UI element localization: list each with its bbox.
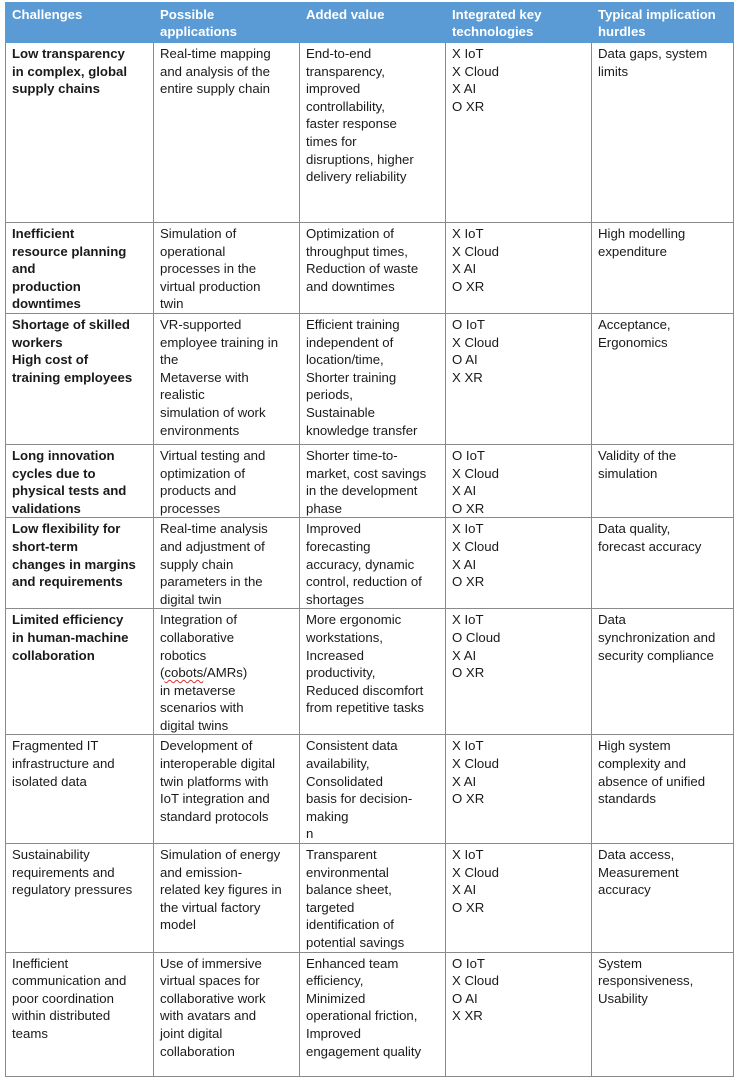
cell-line: joint digital (160, 1025, 223, 1041)
cell-line: shortages (306, 591, 364, 607)
added-value-cell (300, 223, 446, 314)
cell-line: Increased (306, 647, 364, 663)
cell-line: processes (160, 500, 221, 516)
cell-line: X AI (452, 556, 477, 572)
technologies-cell (446, 609, 592, 735)
hurdles-cell (592, 313, 734, 444)
cell-line: Improved (306, 1025, 361, 1041)
cell-line: with avatars and (160, 1008, 257, 1024)
table-row (6, 609, 734, 735)
application-cell (154, 313, 300, 444)
hurdles-cell (592, 952, 734, 1076)
cell-line: resource planning (12, 243, 127, 259)
cell-line: the virtual factory (160, 899, 261, 915)
cell-line: O IoT (452, 955, 485, 971)
cell-line: realistic (160, 387, 205, 403)
hurdles-cell (592, 735, 734, 844)
cell-line: accuracy, dynamic (306, 556, 415, 572)
cell-line: technologies (452, 23, 534, 39)
cell-line: and requirements (12, 574, 123, 590)
cell-line: products and (160, 483, 237, 499)
cell-line: simulation of work (160, 404, 266, 420)
cell-line: n (306, 826, 314, 842)
header-added-value (300, 3, 446, 43)
added-value-cell (300, 844, 446, 953)
cell-line: engagement quality (306, 1043, 422, 1059)
cell-line: and (12, 261, 36, 277)
cell-line: Possible (160, 7, 215, 22)
cell-line: employee training in (160, 334, 279, 350)
cell-line: Shorter training (306, 369, 397, 385)
cell-line: O XR (452, 665, 485, 681)
technologies-cell (446, 735, 592, 844)
cell-line: X Cloud (452, 63, 499, 79)
cell-line: Limited efficiency (12, 612, 124, 628)
cell-line: supply chain (160, 556, 234, 572)
cell-line: Consolidated (306, 773, 383, 789)
cell-line: X IoT (452, 46, 484, 61)
cell-line: targeted (306, 899, 355, 915)
cell-line: End-to-end (306, 46, 372, 61)
cell-line: security compliance (598, 647, 714, 663)
header-row (6, 3, 734, 43)
cell-line: forecasting (306, 538, 371, 554)
cell-line: infrastructure and (12, 756, 115, 772)
application-cell (154, 223, 300, 314)
cell-line: X XR (452, 369, 483, 385)
cell-line: absence of unified (598, 773, 706, 789)
table-row (6, 518, 734, 609)
cell-line: controllability, (306, 98, 385, 114)
header-typical-implication-hurdles (592, 3, 734, 43)
cell-line: Sustainable (306, 404, 375, 420)
cell-line: Simulation of energy (160, 847, 281, 863)
cell-line: Ergonomics (598, 334, 668, 350)
cell-line: X IoT (452, 612, 484, 628)
cell-line: interoperable digital (160, 756, 276, 772)
cell-line: Data access, (598, 847, 675, 863)
cell-line: throughput times, (306, 243, 408, 259)
table-row (6, 844, 734, 953)
added-value-cell (300, 735, 446, 844)
application-cell (154, 952, 300, 1076)
cell-line: workers (12, 334, 63, 350)
cell-line: X Cloud (452, 334, 499, 350)
cell-line: accuracy (598, 882, 651, 898)
cell-line: Metaverse with (160, 369, 249, 385)
spellcheck-underline: cobots (164, 665, 204, 681)
cell-line: related key figures in (160, 882, 282, 898)
cell-line: responsiveness, (598, 973, 694, 989)
cell-line: O IoT (452, 447, 485, 463)
cell-line: Acceptance, (598, 316, 671, 332)
cell-line: O Cloud (452, 629, 501, 645)
cell-line: X IoT (452, 521, 484, 537)
cell-line: isolated data (12, 773, 87, 789)
cell-line: collaboration (160, 1043, 235, 1059)
cell-line: limits (598, 63, 629, 79)
cell-line: and analysis of the (160, 63, 270, 79)
cell-line: digital twins (160, 717, 229, 733)
cell-line: Minimized (306, 990, 366, 1006)
cell-line: in complex, global (12, 63, 128, 79)
cell-line: basis for decision- (306, 791, 413, 807)
cell-line: X AI (452, 261, 477, 277)
cell-line: Challenges (12, 7, 83, 22)
added-value-cell (300, 952, 446, 1076)
cell-line: Usability (598, 990, 648, 1006)
cell-line: Low flexibility for (12, 521, 121, 537)
cell-line: Inefficient (12, 226, 75, 241)
cell-line: Typical implication (598, 7, 716, 22)
cell-line: Data gaps, system (598, 46, 708, 61)
table-row (6, 952, 734, 1076)
cell-line: validations (12, 500, 81, 516)
challenge-cell (6, 844, 154, 953)
cell-line: X IoT (452, 847, 484, 863)
cell-line: periods, (306, 387, 353, 403)
cell-line: System (598, 955, 642, 971)
cell-line: simulation (598, 465, 658, 481)
cell-line: O XR (452, 574, 485, 590)
cell-line: identification of (306, 917, 394, 933)
cell-line: High cost of (12, 352, 89, 368)
table-row (6, 444, 734, 517)
technologies-cell (446, 518, 592, 609)
cell-line: scenarios with (160, 700, 244, 716)
cell-line: X XR (452, 1008, 483, 1024)
cell-line: O XR (452, 899, 485, 915)
cell-line: delivery reliability (306, 169, 407, 185)
added-value-cell (300, 518, 446, 609)
cell-line: Shortage of skilled (12, 316, 130, 332)
cell-line: environments (160, 422, 240, 438)
cell-line: Sustainability (12, 847, 90, 863)
cell-line: X IoT (452, 226, 484, 241)
table-row (6, 223, 734, 314)
cell-line: communication and (12, 973, 127, 989)
cell-line: disruptions, higher (306, 151, 414, 167)
cell-line: twin (160, 296, 184, 312)
cell-line: X AI (452, 882, 477, 898)
cell-line: Data (598, 612, 626, 628)
cell-line: Optimization of (306, 226, 394, 241)
cell-line: and adjustment of (160, 538, 265, 554)
cell-line: digital twin (160, 591, 222, 607)
cell-line: synchronization and (598, 629, 716, 645)
cell-line: in human-machine (12, 629, 129, 645)
cell-line: model (160, 917, 196, 933)
cell-line: IoT integration and (160, 791, 270, 807)
technologies-cell (446, 844, 592, 953)
cell-line: X AI (452, 773, 477, 789)
cell-line: productivity, (306, 665, 376, 681)
cell-line: Enhanced team (306, 955, 399, 971)
cell-line: collaborative work (160, 990, 266, 1006)
cell-line: expenditure (598, 243, 667, 259)
cell-line: from repetitive tasks (306, 700, 424, 716)
application-cell (154, 735, 300, 844)
application-cell (154, 518, 300, 609)
cell-line: Integrated key (452, 7, 542, 22)
cell-line: standards (598, 791, 656, 807)
hurdles-cell (592, 43, 734, 223)
cell-line: X AI (452, 483, 477, 499)
cell-line: Virtual testing and (160, 447, 266, 463)
cell-line: virtual spaces for (160, 973, 260, 989)
application-cell (154, 844, 300, 953)
cell-line: Improved (306, 521, 361, 537)
cell-line: Fragmented IT (12, 738, 99, 754)
cell-line: O XR (452, 791, 485, 807)
cell-line: complexity and (598, 756, 686, 772)
hurdles-cell (592, 844, 734, 953)
cell-line: X Cloud (452, 756, 499, 772)
technologies-cell (446, 952, 592, 1076)
cell-line: Real-time mapping (160, 46, 271, 61)
cell-line: improved (306, 81, 361, 97)
application-cell (154, 444, 300, 517)
cell-line: Integration of (160, 612, 237, 628)
cell-line: Transparent (306, 847, 377, 863)
cell-line: forecast accuracy (598, 538, 702, 554)
cell-line: O XR (452, 98, 485, 114)
cell-line: and downtimes (306, 278, 395, 294)
cell-line: workstations, (306, 629, 383, 645)
cell-line: twin platforms with (160, 773, 269, 789)
cell-line: and emission- (160, 864, 243, 880)
cell-line: availability, (306, 756, 370, 772)
technologies-cell (446, 313, 592, 444)
cell-line: X Cloud (452, 465, 499, 481)
cell-line: VR-supported (160, 316, 242, 332)
cell-line: supply chains (12, 81, 100, 97)
cell-line: independent of (306, 334, 394, 350)
cell-line: requirements and (12, 864, 115, 880)
cell-line: Consistent data (306, 738, 398, 754)
cell-line: applications (160, 23, 237, 39)
cell-line: entire supply chain (160, 81, 270, 97)
cell-line: X AI (452, 81, 477, 97)
added-value-cell (300, 43, 446, 223)
cell-line: poor coordination (12, 990, 114, 1006)
added-value-cell (300, 444, 446, 517)
cell-line: downtimes (12, 296, 81, 312)
cell-line: cycles due to (12, 465, 96, 481)
cell-line: Inefficient (12, 955, 69, 971)
technologies-cell (446, 444, 592, 517)
added-value-cell (300, 609, 446, 735)
cell-line: Low transparency (12, 46, 125, 61)
cell-line: physical tests and (12, 483, 127, 499)
cell-line: standard protocols (160, 808, 269, 824)
technologies-cell (446, 43, 592, 223)
challenge-cell (6, 223, 154, 314)
table-row (6, 735, 734, 844)
cell-line: collaboration (12, 647, 95, 663)
challenges-table (5, 2, 734, 1077)
application-cell (154, 43, 300, 223)
header-integrated-key-technologies (446, 3, 592, 43)
cell-line: operational friction, (306, 1008, 418, 1024)
cell-line: Efficient training (306, 316, 400, 332)
cell-line: location/time, (306, 352, 384, 368)
cell-line: parameters in the (160, 574, 263, 590)
challenge-cell (6, 43, 154, 223)
cell-line: X Cloud (452, 973, 499, 989)
cell-line: hurdles (598, 23, 646, 39)
cell-line: short-term (12, 538, 78, 554)
cell-line: Reduction of waste (306, 261, 419, 277)
cell-line: balance sheet, (306, 882, 392, 898)
cell-line: regulatory pressures (12, 882, 133, 898)
challenge-cell (6, 518, 154, 609)
cell-line: collaborative (160, 629, 235, 645)
hurdles-cell (592, 518, 734, 609)
table-row (6, 313, 734, 444)
cell-line: O IoT (452, 316, 485, 332)
cell-line: potential savings (306, 935, 405, 950)
cell-line: O AI (452, 990, 478, 1006)
cell-line: Real-time analysis (160, 521, 268, 537)
cell-line: faster response (306, 116, 397, 132)
cell-line: environmental (306, 864, 389, 880)
cell-line: control, reduction of (306, 574, 422, 590)
cell-line: production (12, 278, 81, 294)
cell-line: Development of (160, 738, 253, 754)
added-value-cell (300, 313, 446, 444)
cell-line: Validity of the (598, 447, 677, 463)
hurdles-cell (592, 444, 734, 517)
cell-line: changes in margins (12, 556, 136, 572)
cell-line: market, cost savings (306, 465, 427, 481)
cell-line: O AI (452, 352, 478, 368)
cell-line: (cobots/AMRs) (160, 665, 248, 681)
hurdles-cell (592, 609, 734, 735)
cell-line: processes in the (160, 261, 257, 277)
challenge-cell (6, 609, 154, 735)
table-body (6, 43, 734, 1077)
hurdles-cell (592, 223, 734, 314)
cell-line: Simulation of (160, 226, 237, 241)
application-cell (154, 609, 300, 735)
technologies-cell (446, 223, 592, 314)
challenge-cell (6, 444, 154, 517)
cell-line: Measurement (598, 864, 679, 880)
cell-line: High system (598, 738, 671, 754)
cell-line: efficiency, (306, 973, 364, 989)
cell-line: O XR (452, 278, 485, 294)
cell-line: Reduced discomfort (306, 682, 424, 698)
cell-line: robotics (160, 647, 207, 663)
cell-line: Added value (306, 7, 385, 22)
header-challenges (6, 3, 154, 43)
cell-line: X Cloud (452, 864, 499, 880)
cell-line: Data quality, (598, 521, 671, 537)
challenge-cell (6, 952, 154, 1076)
cell-line: in the development (306, 483, 418, 499)
cell-line: within distributed (12, 1008, 111, 1024)
cell-line: More ergonomic (306, 612, 402, 628)
cell-line: Long innovation (12, 447, 115, 463)
cell-line: X Cloud (452, 243, 499, 259)
cell-line: knowledge transfer (306, 422, 418, 438)
header-possible-applications (154, 3, 300, 43)
cell-line: optimization of (160, 465, 246, 481)
cell-line: O XR (452, 500, 485, 516)
cell-line: teams (12, 1025, 48, 1041)
cell-line: X AI (452, 647, 477, 663)
cell-line: training employees (12, 369, 133, 385)
cell-line: Use of immersive (160, 955, 262, 971)
challenge-cell (6, 313, 154, 444)
cell-line: virtual production (160, 278, 261, 294)
cell-line: in metaverse (160, 682, 236, 698)
cell-line: Shorter time-to- (306, 447, 398, 463)
cell-line: the (160, 352, 179, 368)
challenge-cell (6, 735, 154, 844)
cell-line: X Cloud (452, 538, 499, 554)
cell-line: transparency, (306, 63, 385, 79)
cell-line: times for (306, 133, 357, 149)
cell-line: High modelling (598, 226, 686, 241)
cell-line: X IoT (452, 738, 484, 754)
cell-line: making (306, 808, 349, 824)
cell-line: phase (306, 500, 342, 516)
cell-line: operational (160, 243, 226, 259)
table-row (6, 43, 734, 223)
